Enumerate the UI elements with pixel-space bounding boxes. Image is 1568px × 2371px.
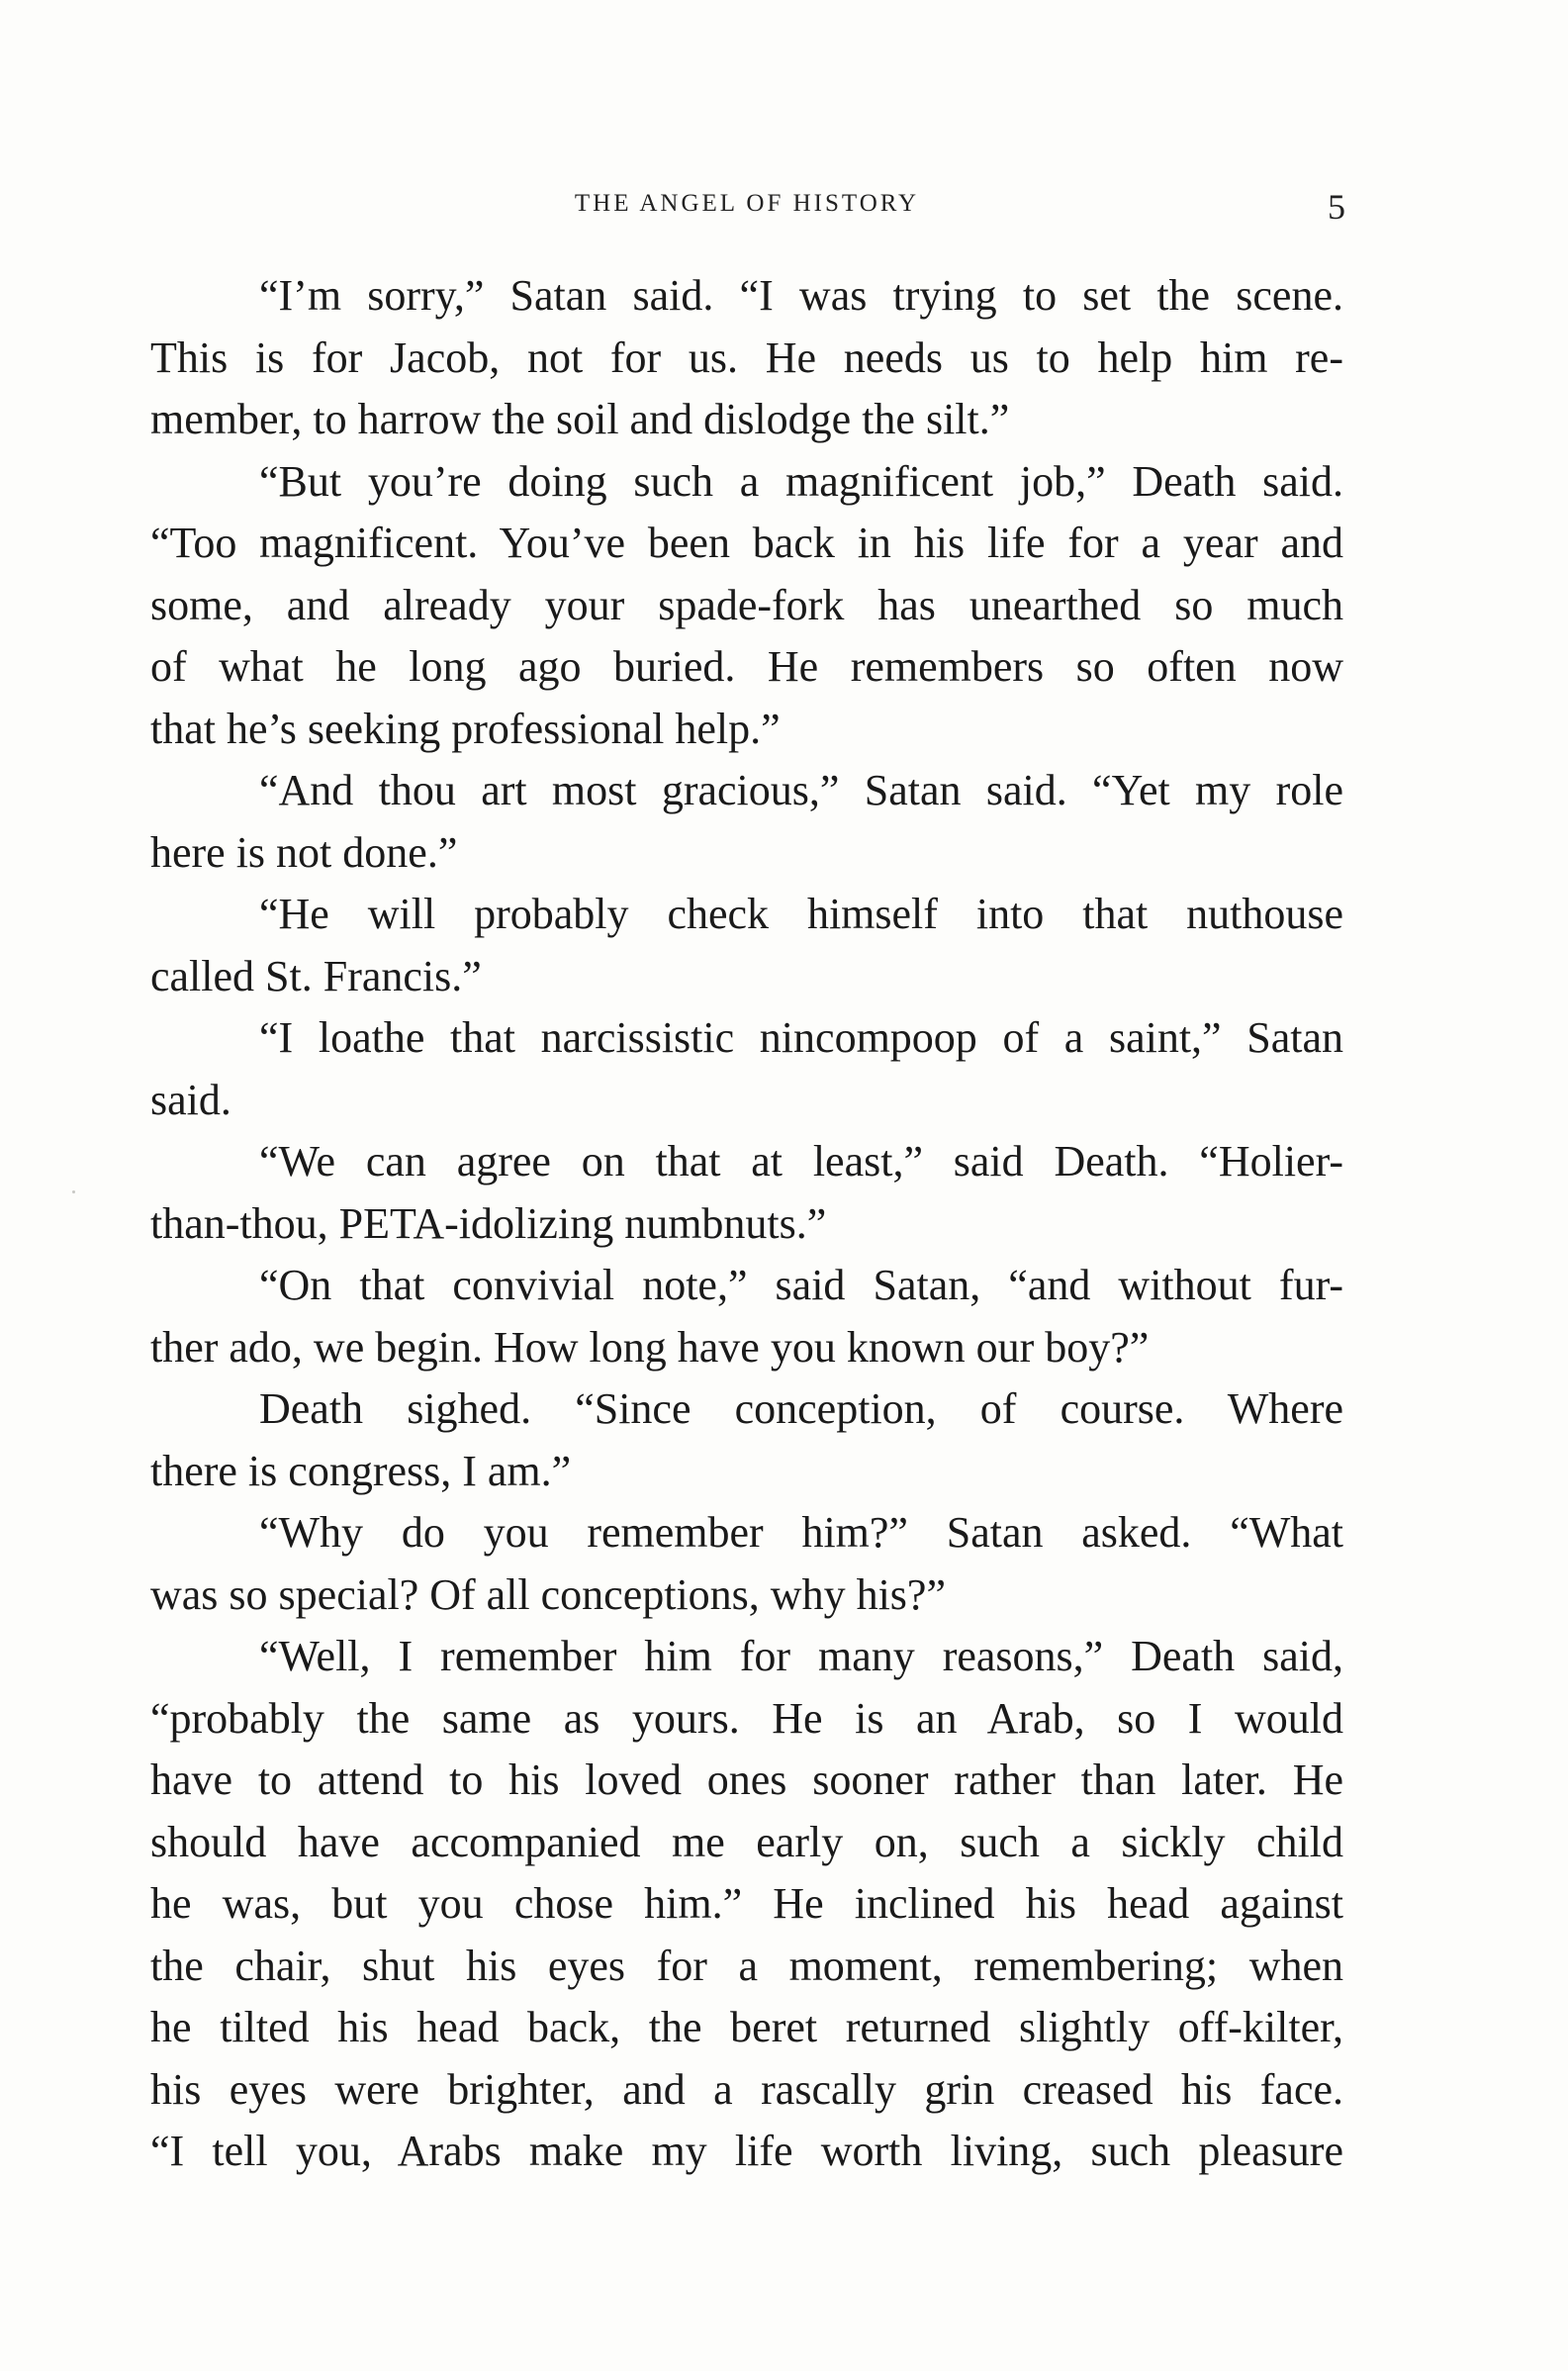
text-line: “We can agree on that at least,” said Death. “Holier- [259, 1137, 1343, 1186]
text-line: “I loathe that narcissistic nincompoop of a saint,” Satan [259, 1013, 1343, 1062]
text-line: “And thou art most gracious,” Satan said. “Yet my role [259, 766, 1343, 814]
text-line: have to attend to his loved ones sooner rather than later. He [150, 1755, 1343, 1804]
text-line: “Why do you remember him?” Satan asked. “What [259, 1508, 1343, 1557]
text-line: than-thou, PETA-idolizing numbnuts.” [150, 1198, 827, 1248]
text-line: “I tell you, Arabs make my life worth living, such pleasure [150, 2127, 1343, 2175]
text-line: there is congress, I am.” [150, 1446, 572, 1495]
running-title: THE ANGEL OF HISTORY [574, 190, 920, 217]
text-line: called St. Francis.” [150, 951, 482, 1000]
text-line: said. [150, 1075, 231, 1124]
text-line: “I’m sorry,” Satan said. “I was trying to set the scene. [259, 271, 1343, 320]
text-line: Death sighed. “Since conception, of course. Where [259, 1384, 1343, 1433]
paper-speck [72, 1190, 75, 1193]
text-line: of what he long ago buried. He remembers so often now [150, 642, 1343, 691]
body-text [150, 265, 1343, 2183]
text-line: “Well, I remember him for many reasons,” Death said, [259, 1632, 1343, 1680]
running-head [148, 186, 1345, 236]
text-line: “probably the same as yours. He is an Arab, so I would [150, 1693, 1343, 1743]
text-line: he was, but you chose him.” He inclined his head against [150, 1879, 1343, 1928]
text-line: should have accompanied me early on, such a sickly child [150, 1817, 1343, 1866]
text-line: ther ado, we begin. How long have you known our boy?” [150, 1322, 1150, 1372]
page-number: 5 [1328, 187, 1345, 227]
text-line: “On that convivial note,” said Satan, “and without fur- [259, 1261, 1343, 1309]
text-line: that he’s seeking professional help.” [150, 704, 781, 753]
text-line: This is for Jacob, not for us. He needs us to help him re- [150, 332, 1343, 382]
text-line: he tilted his head back, the beret returned slightly off-kilter, [150, 2003, 1343, 2051]
text-line: the chair, shut his eyes for a moment, remembering; when [150, 1941, 1343, 1990]
text-line: member, to harrow the soil and dislodge the silt.” [150, 395, 1010, 443]
text-line: some, and already your spade-fork has unearthed so much [150, 580, 1343, 629]
text-line: his eyes were brighter, and a rascally grin creased his face. [150, 2064, 1343, 2114]
text-line: was so special? Of all conceptions, why his?” [150, 1569, 946, 1619]
text-line: here is not done.” [150, 827, 458, 877]
text-line: “Too magnificent. You’ve been back in his life for a year and [150, 519, 1343, 567]
text-line: “But you’re doing such a magnificent job,” Death said. [259, 456, 1343, 506]
text-line: “He will probably check himself into that nuthouse [259, 890, 1343, 938]
